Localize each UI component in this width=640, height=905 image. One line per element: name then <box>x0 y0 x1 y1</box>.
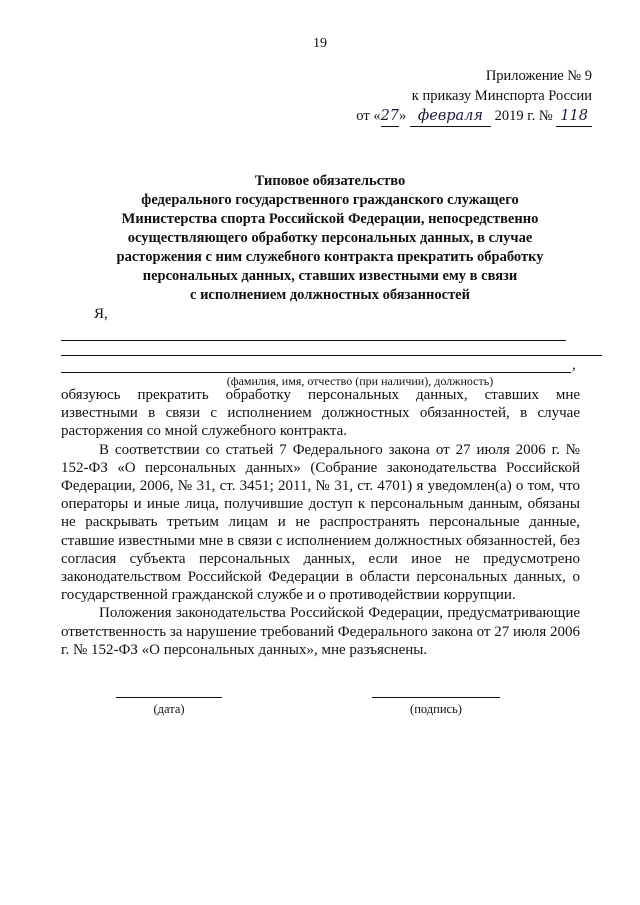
page-number: 19 <box>313 36 327 51</box>
date-year: 2019 г. № <box>494 108 553 124</box>
title-line: с исполнением должностных обязанностей <box>190 287 470 303</box>
fill-caption: (фамилия, имя, отчество (при наличии), должность) <box>226 374 494 388</box>
signature-line[interactable] <box>372 697 500 698</box>
paragraph-explanation: Положения законодательства Российской Федерации, предусматривающие ответственность за нарушение требований Федерального закона от 27 июля 2006 г. № 152-ФЗ «О персональных данных», мне разъяснены. <box>61 605 580 658</box>
fill-line-1[interactable] <box>61 340 566 341</box>
signature-label: (подпись) <box>410 702 462 716</box>
fill-line-2[interactable] <box>61 355 602 356</box>
paragraph-notification: В соответствии со статьей 7 Федерального закона от 27 июля 2006 г. № 152-ФЗ «О персональных данных» (Собрание законодательства Российской Федерации, 2006, № 31, ст. 3451; 2011, № 31, ст. 4701) я уведомлен(а) о том, что операторы и иные лица, получившие доступ к персональным данным, обязаны не раскрывать третьим лицам и не распространять персональные данные, ставшие известными мне в связи с исполнением должностных обязанностей, без согласия субъекта персональных данных, если иное не предусмотрено законодательством Российской Федерации в области персональных данных, о государственной гражданской службе и о противодействии коррупции. <box>61 441 580 604</box>
handwritten-day: 27 <box>381 106 399 127</box>
title-line: осуществляющего обработку персональных данных, в случае <box>127 230 533 246</box>
document-title <box>80 172 580 305</box>
appendix-order-date <box>356 106 592 127</box>
title-line: Министерства спорта Российской Федерации, непосредственно <box>121 211 539 227</box>
appendix-order-ref: к приказу Минспорта России <box>411 88 592 104</box>
date-prefix: от « <box>356 108 381 124</box>
title-line: расторжения с ним служебного контракта прекратить обработку <box>116 249 544 265</box>
fill-comma: , <box>572 357 576 373</box>
title-line: федерального государственного гражданского служащего <box>141 192 519 208</box>
paragraph-obligation: обязуюсь прекратить обработку персональных данных, ставших мне известными в связи с исполнением должностных обязанностей, в случае расторжения со мной служебного контракта. <box>61 387 580 440</box>
fill-line-3[interactable] <box>61 372 571 373</box>
pronoun-ya: Я, <box>94 306 108 322</box>
appendix-title: Приложение № 9 <box>485 68 592 84</box>
title-line: персональных данных, ставших известными ему в связи <box>142 268 518 284</box>
date-quote-close: » <box>399 108 407 124</box>
body-text <box>61 386 580 659</box>
appendix-header <box>356 66 592 127</box>
title-line: Типовое обязательство <box>254 173 406 189</box>
handwritten-month: февраля <box>410 106 491 127</box>
date-signature-line[interactable] <box>116 697 222 698</box>
date-label: (дата) <box>153 702 185 716</box>
handwritten-order-number: 118 <box>556 106 592 127</box>
